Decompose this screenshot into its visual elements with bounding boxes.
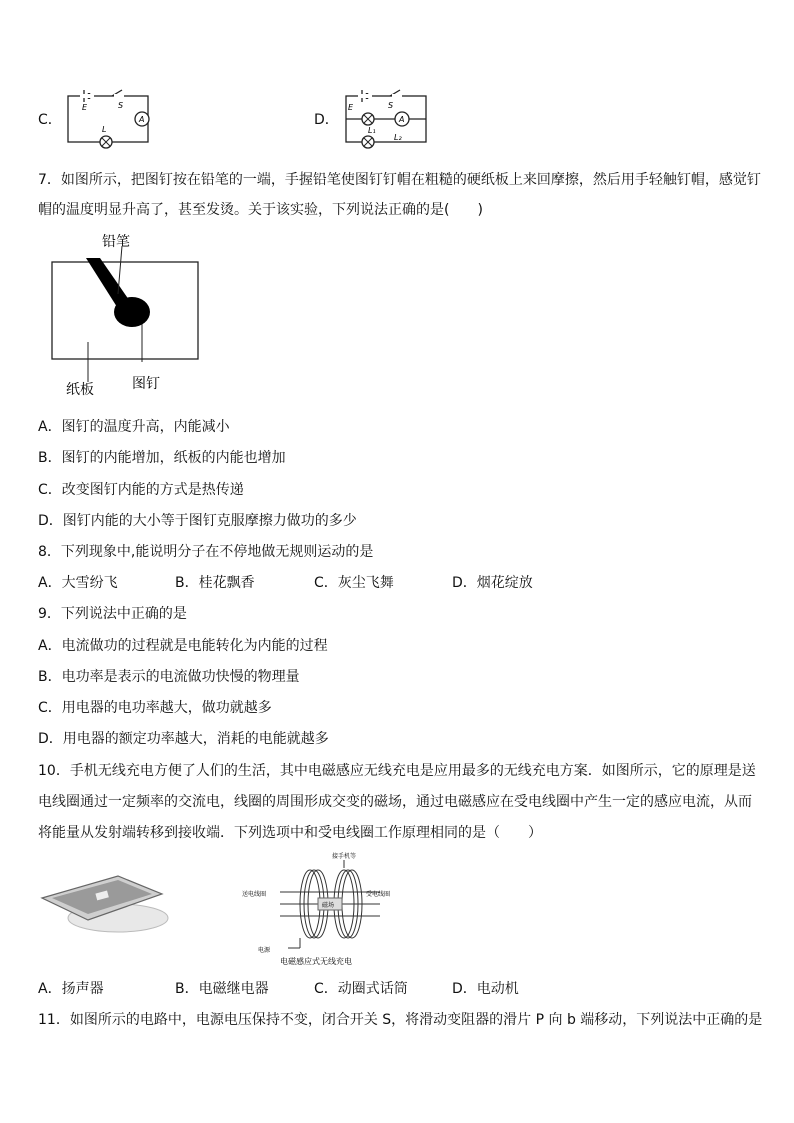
- q9-option-b: B．电功率是表示的电流做功快慢的物理量: [38, 669, 300, 685]
- q10-stem-line3: 将能量从发射端转移到接收端．下列选项中和受电线圈工作原理相同的是（ ）: [38, 825, 542, 841]
- q6-circuit-d: [340, 88, 432, 148]
- lamp2-label: L₂: [394, 133, 402, 142]
- pencil-label: 铅笔: [102, 234, 130, 250]
- q8-option-c: C．灰尘飞舞: [314, 575, 394, 591]
- q8-option-d: D．烟花绽放: [452, 575, 533, 591]
- q6-option-c-label: C．: [38, 112, 62, 128]
- q10-option-b: B．电磁继电器: [175, 981, 269, 997]
- field-label: 磁场: [322, 902, 335, 909]
- q10-option-a: A．扬声器: [38, 981, 104, 997]
- q10-option-c: C．动圈式话筒: [314, 981, 408, 997]
- q10-coil-figure: [240, 852, 420, 970]
- battery-label: E: [348, 103, 354, 112]
- meter-label: A: [139, 115, 145, 124]
- q7-stem-line1: 7．如图所示，把图钉按在铅笔的一端，手握铅笔使图钉钉帽在粗糙的硬纸板上来回摩擦，然后用手轻触钉帽，感觉钉: [38, 172, 761, 188]
- figure-caption: 电磁感应式无线充电: [280, 957, 352, 966]
- q7-option-d: D．图钉内能的大小等于图钉克服摩擦力做功的多少: [38, 513, 357, 529]
- battery-label: E: [82, 103, 88, 112]
- q10-phone-figure: [38, 868, 168, 948]
- q10-option-d: D．电动机: [452, 981, 519, 997]
- q10-stem-line2: 电线圈通过一定频率的交流电，线圈的周围形成交变的磁场，通过电磁感应在受电线圈中产生一定的感应电流，从而: [38, 794, 752, 810]
- q6-option-d-label: D．: [314, 112, 339, 128]
- lamp1-label: L₁: [368, 126, 376, 135]
- pin-label: 图钉: [132, 376, 160, 392]
- q9-stem: 9．下列说法中正确的是: [38, 606, 187, 622]
- q10-stem-line1: 10．手机无线充电方便了人们的生活，其中电磁感应无线充电是应用最多的无线充电方案．如图所示，它的原理是送: [38, 763, 756, 779]
- q7-option-b: B．图钉的内能增加，纸板的内能也增加: [38, 450, 286, 466]
- q6-circuit-c: [62, 88, 162, 148]
- q8-option-b: B．桂花飘香: [175, 575, 255, 591]
- recv-coil-label: 受电线圈: [366, 891, 391, 898]
- q7-option-a: A．图钉的温度升高，内能减小: [38, 419, 230, 435]
- send-coil-label: 送电线圈: [242, 891, 267, 898]
- receiver-label: 接手机等: [332, 853, 357, 860]
- q7-figure: [48, 232, 208, 397]
- q8-option-a: A．大雪纷飞: [38, 575, 118, 591]
- board-label: 纸板: [66, 382, 94, 398]
- lamp-label: L: [102, 125, 107, 134]
- q11-stem: 11．如图所示的电路中，电源电压保持不变，闭合开关 S，将滑动变阻器的滑片 P 向 b 端移动，下列说法中正确的是: [38, 1012, 763, 1028]
- q9-option-d: D．用电器的额定功率越大，消耗的电能就越多: [38, 731, 329, 747]
- q8-stem: 8．下列现象中,能说明分子在不停地做无规则运动的是: [38, 544, 374, 560]
- meter-label: A: [399, 115, 405, 124]
- q10-options: [38, 978, 758, 998]
- switch-label: S: [118, 101, 124, 110]
- q9-option-a: A．电流做功的过程就是电能转化为内能的过程: [38, 638, 328, 654]
- q9-option-c: C．用电器的电功率越大，做功就越多: [38, 700, 272, 716]
- q7-option-c: C．改变图钉内能的方式是热传递: [38, 482, 244, 498]
- q7-stem-line2: 帽的温度明显升高了，甚至发烫。关于该实验，下列说法正确的是( ): [38, 202, 483, 218]
- pin-head: [114, 297, 150, 327]
- power-label: 电源: [258, 947, 271, 954]
- switch-label: S: [388, 101, 394, 110]
- q8-options: [38, 572, 758, 592]
